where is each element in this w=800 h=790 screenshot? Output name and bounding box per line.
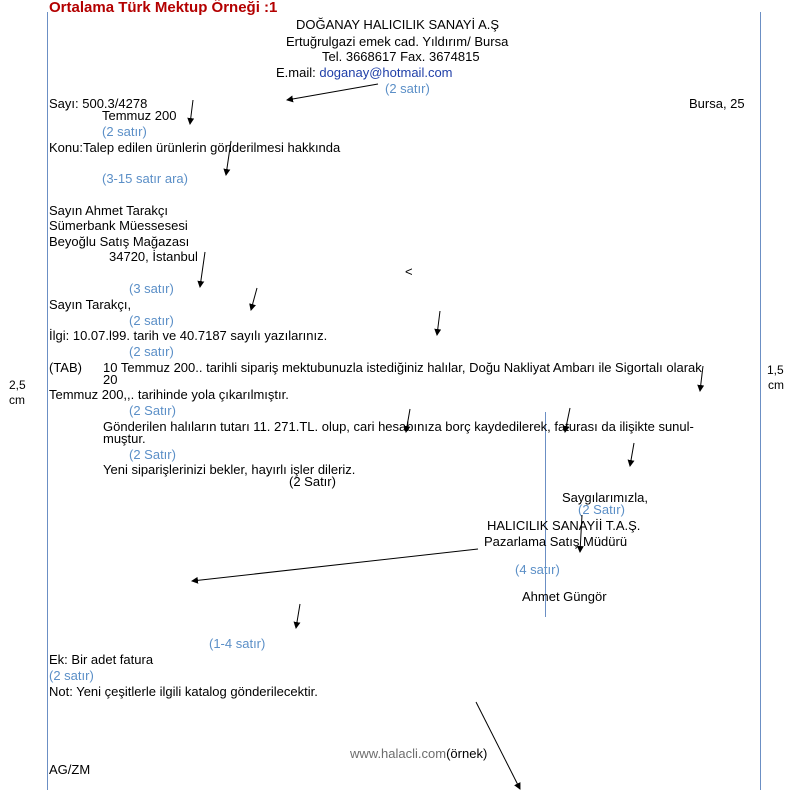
arrow — [476, 702, 520, 789]
gap-note-2satir: (2 satır) — [129, 344, 174, 359]
email-link[interactable]: doganay@hotmail.com — [319, 65, 453, 80]
gap-note-2Satir: (2 Satır) — [578, 502, 625, 517]
date-rest: Temmuz 200 — [102, 108, 177, 123]
tab-marker: (TAB) — [49, 360, 82, 375]
right-margin-label: 1,5 cm — [767, 363, 784, 392]
gap-note-2Satir: (2 Satır) — [129, 447, 176, 462]
website-link[interactable]: www.halacli.com — [350, 746, 447, 761]
body-paragraph-1-line-2: 20 — [103, 372, 118, 387]
company-phone: Tel. 3668617 Fax. 3674815 — [322, 49, 480, 64]
company-address: Ertuğrulgazi emek cad. Yıldırım/ Bursa — [286, 34, 509, 49]
body-paragraph-3: Yeni siparişlerinizi bekler, hayırlı işler dileriz. — [103, 462, 356, 477]
arrow — [226, 141, 231, 175]
arrow — [287, 84, 378, 100]
arrow — [190, 100, 193, 124]
recipient-store: Beyoğlu Satış Mağazası — [49, 234, 190, 249]
signature-company: HALICILIK SANAYİİ T.A.Ş. — [487, 518, 641, 533]
arrow — [200, 252, 205, 287]
reference-line: İlgi: 10.07.l99. tarih ve 40.7187 sayılı yazılarınız. — [49, 328, 328, 343]
arrow — [437, 311, 440, 335]
page-title: Ortalama Türk Mektup Örneği :1 — [49, 0, 278, 16]
arrow — [192, 549, 478, 581]
salutation: Sayın Tarakçı, — [49, 297, 132, 312]
closing: Saygılarımızla, — [562, 490, 648, 505]
recipient-name: Sayın Ahmet Tarakçı — [49, 203, 168, 218]
body-paragraph-1-line-3: Temmuz 200,,. tarihinde yola çıkarılmıştır. — [49, 387, 289, 402]
small-mark: < — [405, 264, 413, 279]
recipient-city: 34720, İstanbul — [109, 249, 198, 264]
website-note: (örnek) — [446, 746, 488, 761]
recipient-org: Sümerbank Müessesesi — [49, 218, 188, 233]
gap-note-2satir: (2 satır) — [102, 124, 147, 139]
gap-note-3satir: (3 satır) — [129, 281, 174, 296]
arrow — [296, 604, 300, 628]
arrow — [251, 288, 257, 310]
subject-line: Konu:Talep edilen ürünlerin gönderilmesi hakkında — [49, 140, 341, 155]
gap-note-1-4: (1-4 satır) — [209, 636, 266, 651]
arrow — [700, 366, 703, 391]
email-label: E.mail: — [276, 65, 320, 80]
gap-note-2satir: (2 satır) — [129, 313, 174, 328]
arrow — [630, 443, 634, 466]
initials: AG/ZM — [49, 762, 91, 777]
gap-note-4satir: (4 satır) — [515, 562, 560, 577]
date-city: Bursa, 25 — [689, 96, 745, 111]
gap-note-2Satir: (2 Satır) — [129, 403, 176, 418]
gap-note-3-15: (3-15 satır ara) — [102, 171, 188, 186]
reference-number: Sayı: 500.3/4278 — [49, 96, 148, 111]
left-margin-label: 2,5 cm — [9, 378, 26, 407]
signature-title: Pazarlama Satış Müdürü — [484, 534, 628, 549]
body-paragraph-1-line-1: 10 Temmuz 200.. tarihli sipariş mektubunuzla istediğiniz halılar, Doğu Nakliyat Ambarı ile Sigortalı olarak — [103, 360, 702, 375]
gap-note-2satir: (2 satır) — [49, 668, 94, 683]
gap-note-2Satir-black: (2 Satır) — [289, 474, 336, 489]
arrow — [565, 408, 570, 432]
arrow — [580, 515, 582, 552]
body-paragraph-2-line-2: muştur. — [103, 431, 146, 446]
company-name: DOĞANAY HALICILIK SANAYİ A.Ş — [296, 17, 500, 32]
body-paragraph-2-line-1: Gönderilen halıların tutarı 11. 271.TL. olup, cari hesabınıza borç kaydedilerek, faturası da ilişikte sunul- — [103, 419, 694, 434]
arrow — [406, 409, 410, 432]
enclosure-line: Ek: Bir adet fatura — [49, 652, 154, 667]
signature-name: Ahmet Güngör — [522, 589, 607, 604]
note-line: Not: Yeni çeşitlerle ilgili katalog gönderilecektir. — [49, 684, 318, 699]
gap-note-header: (2 satır) — [385, 81, 430, 96]
